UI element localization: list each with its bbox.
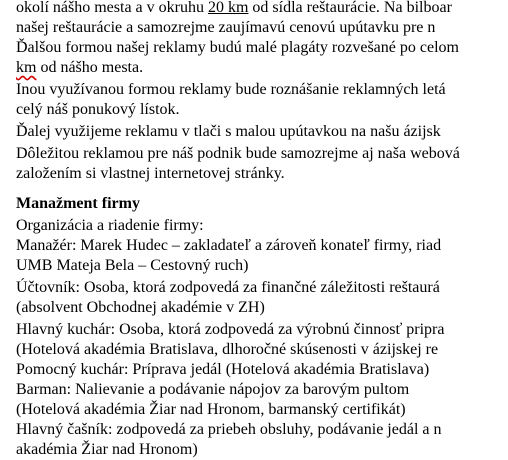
text-line: Manažér: Marek Hudec – zakladateľ a zároveň konateľ firmy, riad <box>16 237 442 254</box>
text-line: Hlavný čašník: zodpovedá za priebeh obsluhy, podávanie jedál a n <box>16 421 442 438</box>
text-line: založením si vlastnej internetovej stránky. <box>16 165 285 182</box>
text-span: od nášho mesta. <box>36 59 144 76</box>
text-line: Barman: Nalievanie a podávanie nápojov za barovým pultom <box>16 381 410 398</box>
text-span: od sídla reštaurácie. Na bilboar <box>248 0 452 16</box>
text-line: celý náš ponukový lístok. <box>16 101 180 118</box>
text-line: našej reštaurácie a samozrejme zaujímavú cenovú upútavku pre n <box>16 19 436 36</box>
text-line: Inou využívanou formou reklamy bude roznášanie reklamných letá <box>16 81 446 98</box>
text-span: okolí nášho mesta a v okruhu <box>16 0 208 16</box>
text-line: akadémia Žiar nad Hronom) <box>16 441 198 458</box>
text-line: Ďalšou formou našej reklamy budú malé plagáty rozvešané po celom <box>16 39 459 56</box>
text-line <box>16 58 143 78</box>
text-line <box>16 0 452 18</box>
text-line: Dôležitou reklamou pre náš podnik bude samozrejme aj naša webová <box>16 145 460 162</box>
text-line: UMB Mateja Bela – Cestovný ruch) <box>16 257 249 274</box>
text-line: Účtovník: Osoba, ktorá zodpovedá za finančné záležitosti reštaurá <box>16 279 440 296</box>
text-line: (Hotelová akadémia Bratislava, dlhoročné skúsenosti v ázijskej re <box>16 341 439 358</box>
text-line: Ďalej využijeme reklamu v tlači s malou upútavkou na našu ázijsk <box>16 123 441 140</box>
text-line: Hlavný kuchár: Osoba, ktorá zodpovedá za výrobnú činnosť pripra <box>16 321 445 338</box>
underlined-text: 20 km <box>207 0 249 16</box>
section-heading: Manažment firmy <box>16 195 140 212</box>
text-line: Organizácia a riadenie firmy: <box>16 217 204 234</box>
text-line: (absolvent Obchodnej akadémie v ZH) <box>16 299 265 316</box>
text-line: (Hotelová akadémia Žiar nad Hronom, barmanský certifikát) <box>16 401 406 418</box>
spellcheck-underlined-text: km <box>16 59 37 76</box>
text-line: Pomocný kuchár: Príprava jedál (Hotelová akadémia Bratislava) <box>16 361 430 378</box>
